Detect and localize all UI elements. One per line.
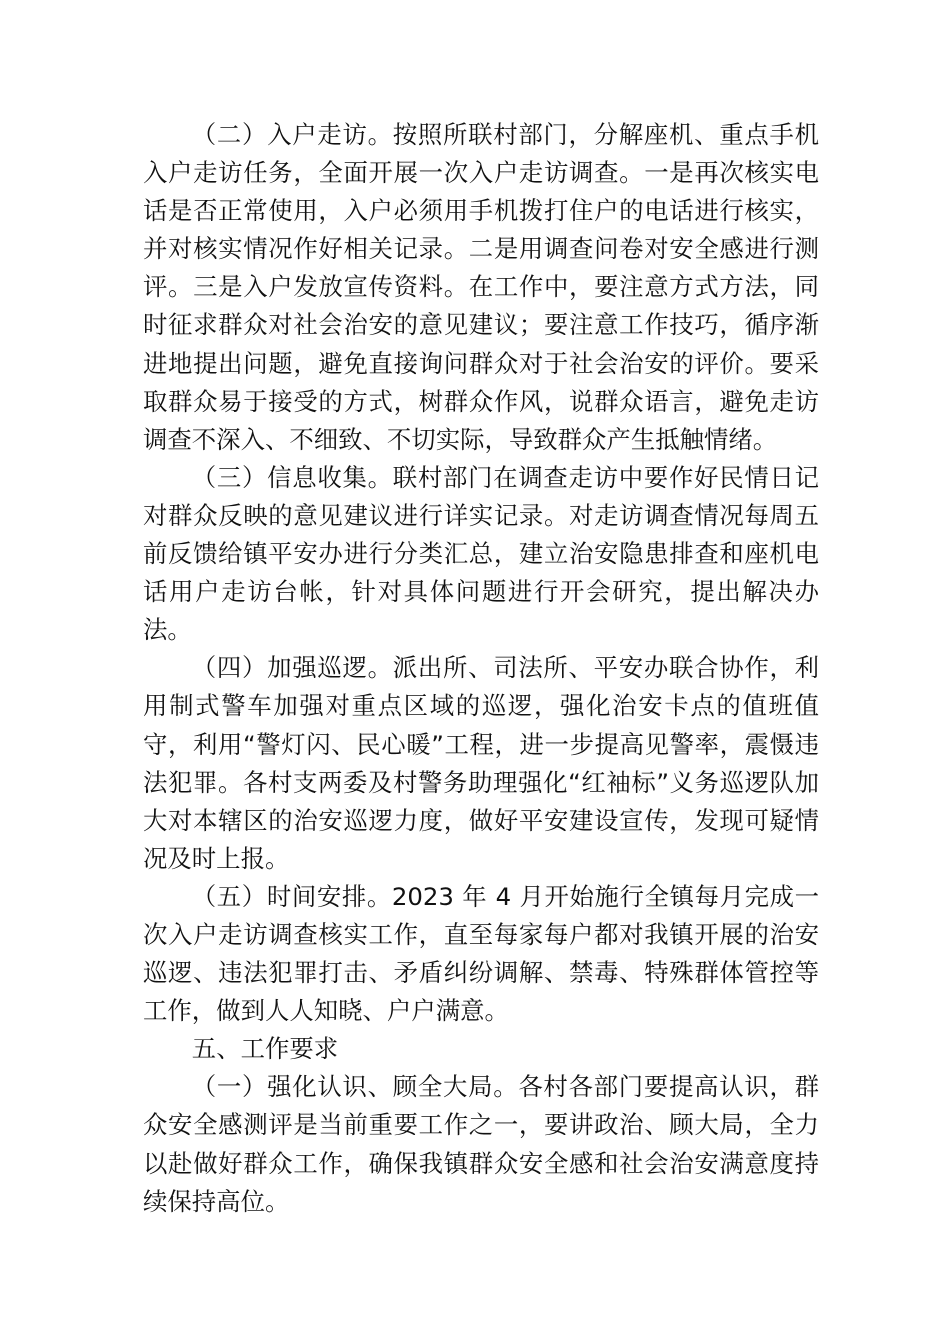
section-heading-work-requirements: 五、工作要求 <box>191 1034 339 1064</box>
paragraph-information-collection: （三）信息收集。联村部门在调查走访中要作好民情日记对群众反映的意见建议进行详实记录。对走访调查情况每周五前反馈给镇平安办进行分类汇总，建立治安隐患排查和座机电话用户走访台帐，针对具体问题进行开会研究，提出解决办法。 <box>143 462 819 645</box>
paragraph-strengthen-awareness: （一）强化认识、顾全大局。各村各部门要提高认识，群众安全感测评是当前重要工作之一，要讲政治、顾大局，全力以赴做好群众工作，确保我镇群众安全感和社会治安满意度持续保持高位。 <box>143 1072 819 1216</box>
paragraph-household-visits: （二）入户走访。按照所联村部门，分解座机、重点手机入户走访任务，全面开展一次入户走访调查。一是再次核实电话是否正常使用，入户必须用手机拨打住户的电话进行核实，并对核实情况作好相关记录。二是用调查问卷对安全感进行测评。三是入户发放宣传资料。在工作中，要注意方式方法，同时征求群众对社会治安的意见建议；要注意工作技巧，循序渐进地提出问题，避免直接询问群众对于社会治安的评价。要采取群众易于接受的方式，树群众作风，说群众语言，避免走访调查不深入、不细致、不切实际，导致群众产生抵触情绪。 <box>143 120 819 454</box>
paragraph-schedule: （五）时间安排。2023 年 4 月开始施行全镇每月完成一次入户走访调查核实工作，直至每家每户都对我镇开展的治安巡逻、违法犯罪打击、矛盾纠纷调解、禁毒、特殊群体管控等工作，做到人人知晓、户户满意。 <box>143 881 819 1026</box>
paragraph-strengthen-patrols: （四）加强巡逻。派出所、司法所、平安办联合协作，利用制式警车加强对重点区域的巡逻，强化治安卡点的值班值守，利用“警灯闪、民心暖”工程，进一步提高见警率，震慑违法犯罪。各村支两委及村警务助理强化“红袖标”义务巡逻队加大对本辖区的治安巡逻力度，做好平安建设宣传，发现可疑情况及时上报。 <box>143 653 819 873</box>
document-body <box>143 116 819 1221</box>
